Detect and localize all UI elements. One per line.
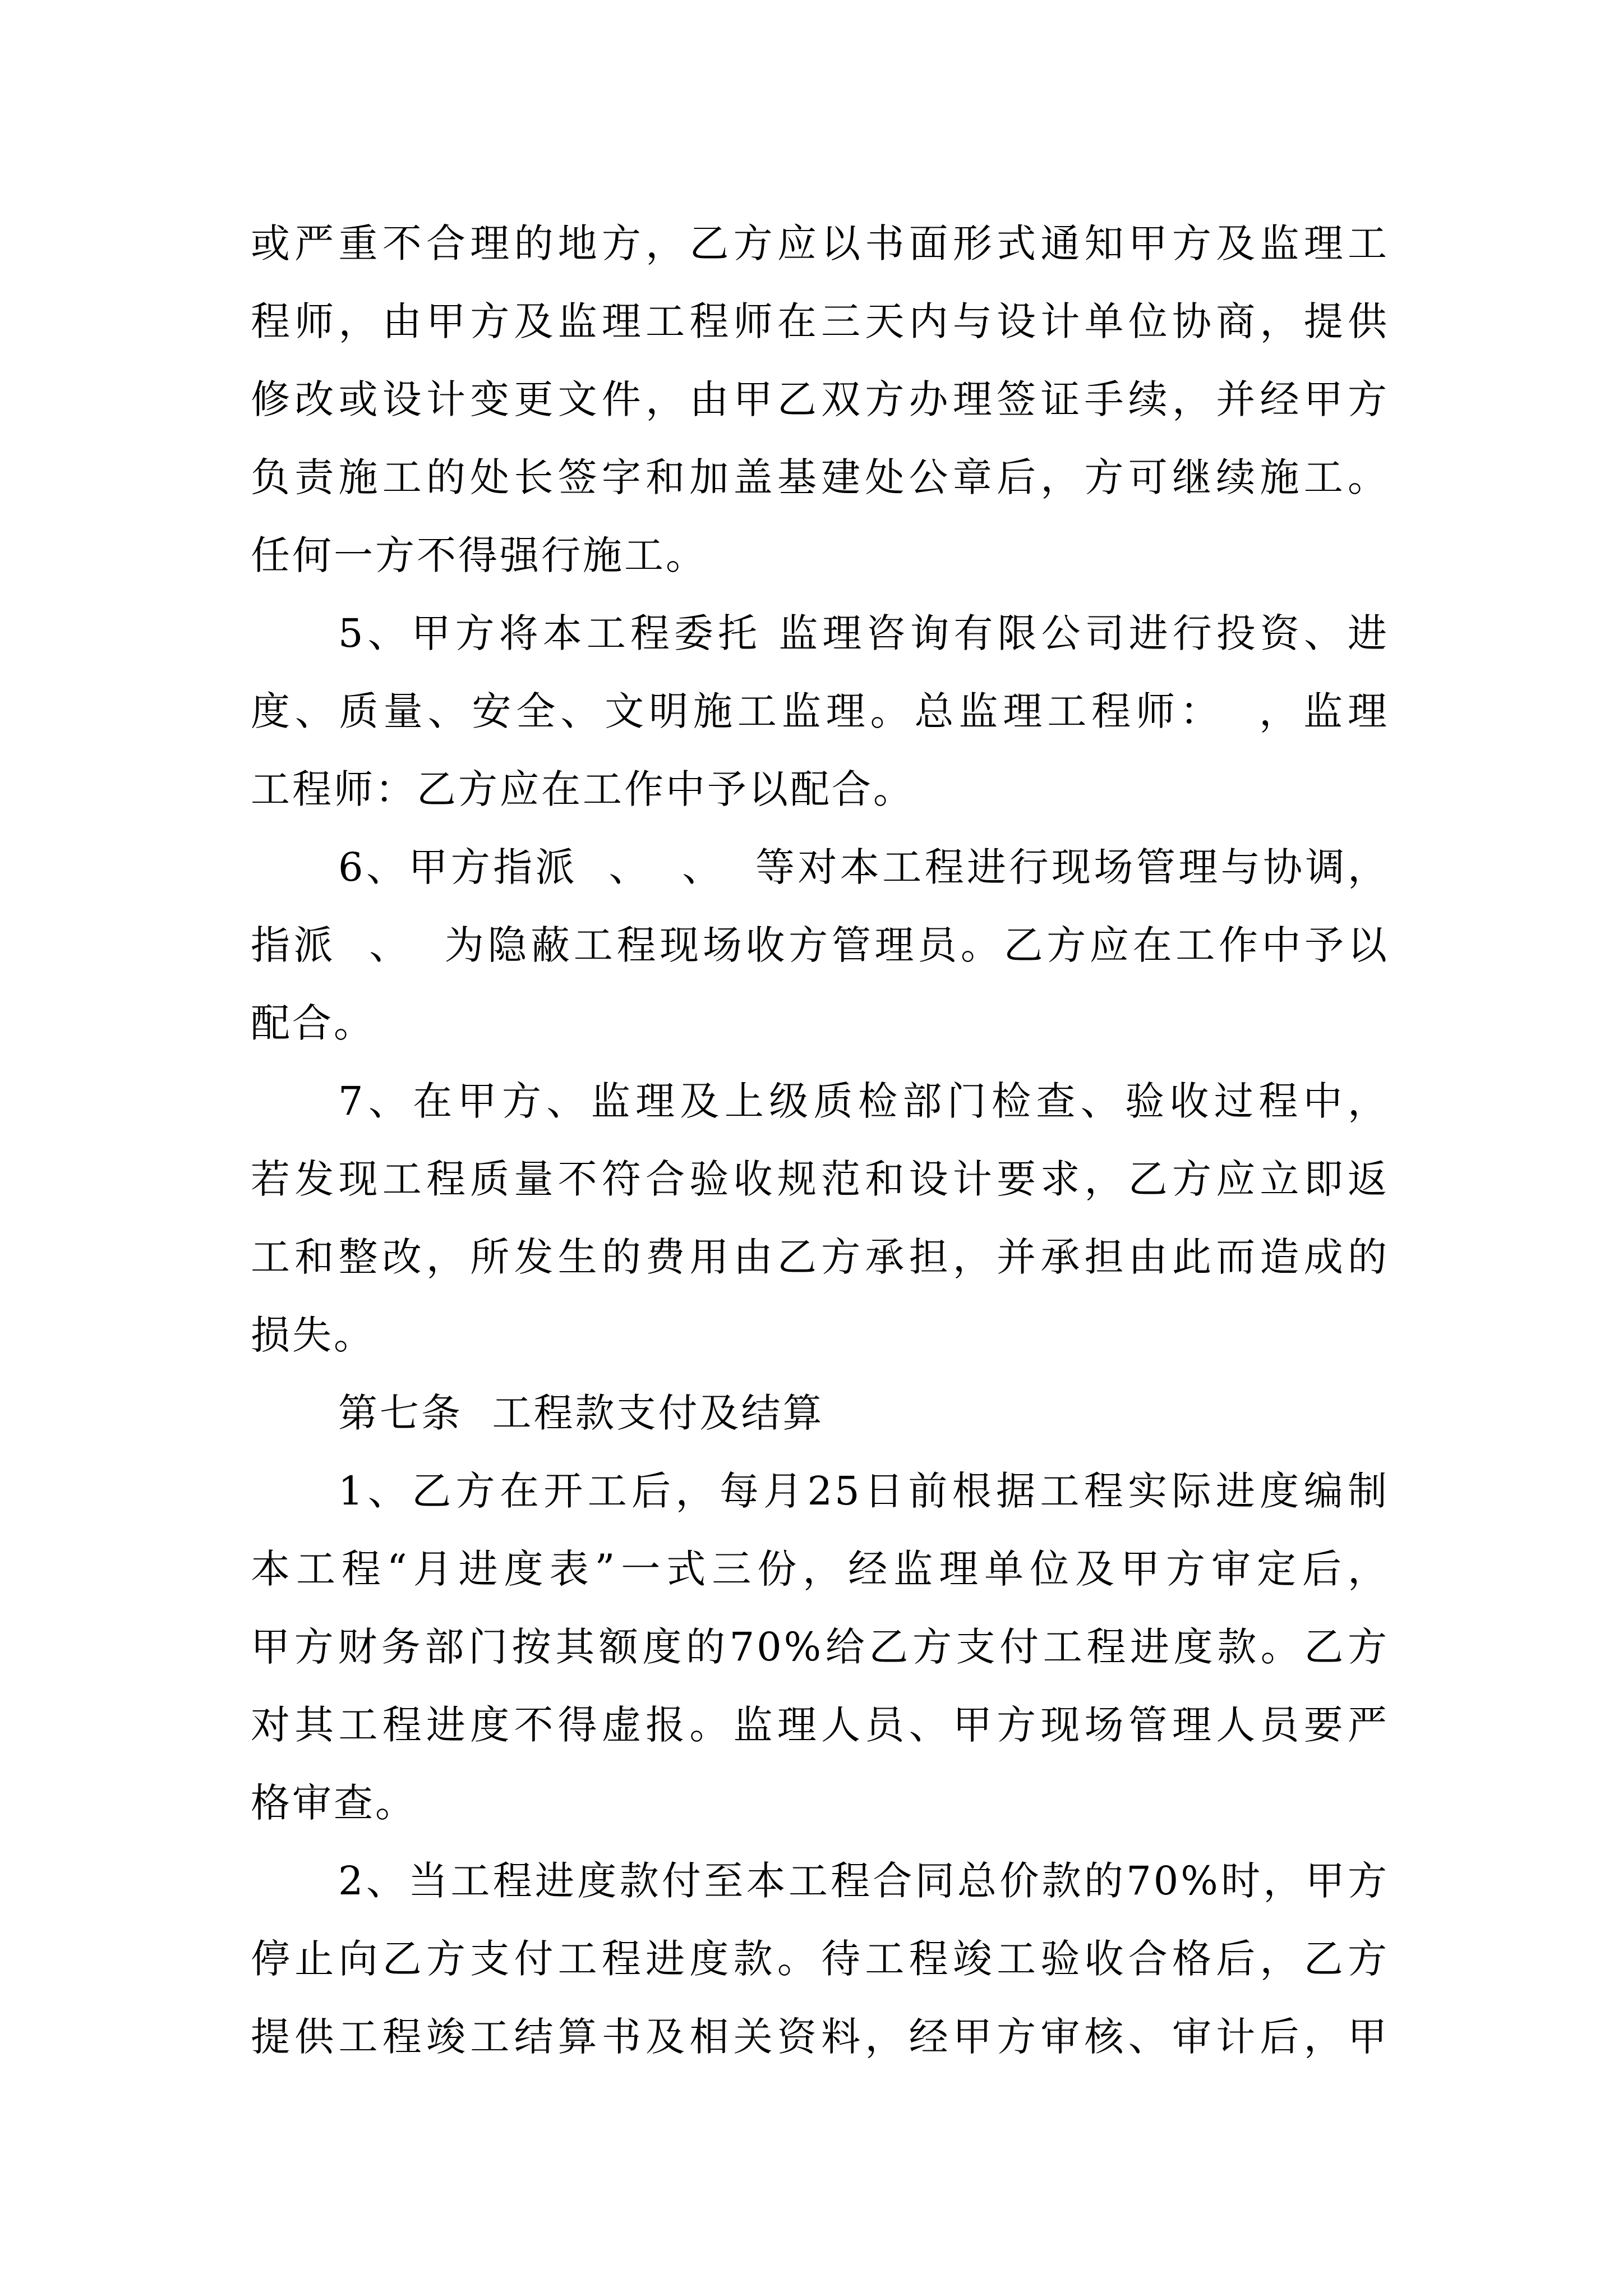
- text-line: 度、质量、安全、文明施工监理。总监理工程师： ，监理: [251, 688, 1389, 734]
- paragraph: [251, 1842, 1389, 2076]
- text-line: 工和整改，所发生的费用由乙方承担，并承担由此而造成的: [251, 1234, 1389, 1280]
- text-line: 若发现工程质量不符合验收规范和设计要求，乙方应立即返: [251, 1156, 1389, 1202]
- paragraph: [251, 595, 1389, 829]
- text-line: 第七条 工程款支付及结算: [338, 1390, 824, 1436]
- text-line: 停止向乙方支付工程进度款。待工程竣工验收合格后，乙方: [251, 1936, 1389, 1982]
- paragraph: [251, 205, 1389, 595]
- text-line: 本工程“月进度表”一式三份，经监理单位及甲方审定后，: [251, 1546, 1389, 1592]
- paragraph: [251, 1452, 1389, 1842]
- text-line: 配合。: [251, 1000, 375, 1046]
- text-line: 7、在甲方、监理及上级质检部门检查、验收过程中，: [338, 1078, 1389, 1124]
- text-line: 格审查。: [251, 1780, 417, 1826]
- text-line: 指派 、 为隐蔽工程现场收方管理员。乙方应在工作中予以: [251, 922, 1389, 968]
- paragraph: [251, 1062, 1389, 1374]
- text-line: 2、当工程进度款付至本工程合同总价款的70%时，甲方: [338, 1858, 1389, 1904]
- text-line: 1、乙方在开工后，每月25日前根据工程实际进度编制: [338, 1468, 1389, 1514]
- text-line: 提供工程竣工结算书及相关资料，经甲方审核、审计后，甲: [251, 2014, 1389, 2060]
- text-line: 负责施工的处长签字和加盖基建处公章后，方可继续施工。: [251, 454, 1389, 500]
- text-line: 对其工程进度不得虚报。监理人员、甲方现场管理人员要严: [251, 1702, 1389, 1748]
- paragraph: [251, 829, 1389, 1062]
- text-line: 修改或设计变更文件，由甲乙双方办理签证手续，并经甲方: [251, 376, 1389, 422]
- text-line: 工程师：乙方应在工作中予以配合。: [251, 766, 915, 812]
- text-line: 任何一方不得强行施工。: [251, 532, 707, 578]
- text-line: 或严重不合理的地方，乙方应以书面形式通知甲方及监理工: [251, 220, 1389, 266]
- text-line: 6、甲方指派 、 、 等对本工程进行现场管理与协调，: [338, 844, 1389, 890]
- text-line: 5、甲方将本工程委托 监理咨询有限公司进行投资、进: [338, 610, 1389, 656]
- section-heading: [251, 1374, 1389, 1452]
- text-line: 损失。: [251, 1312, 375, 1358]
- text-line: 甲方财务部门按其额度的70%给乙方支付工程进度款。乙方: [251, 1624, 1389, 1670]
- text-line: 程师，由甲方及监理工程师在三天内与设计单位协商，提供: [251, 298, 1389, 344]
- document-body: [251, 205, 1389, 2076]
